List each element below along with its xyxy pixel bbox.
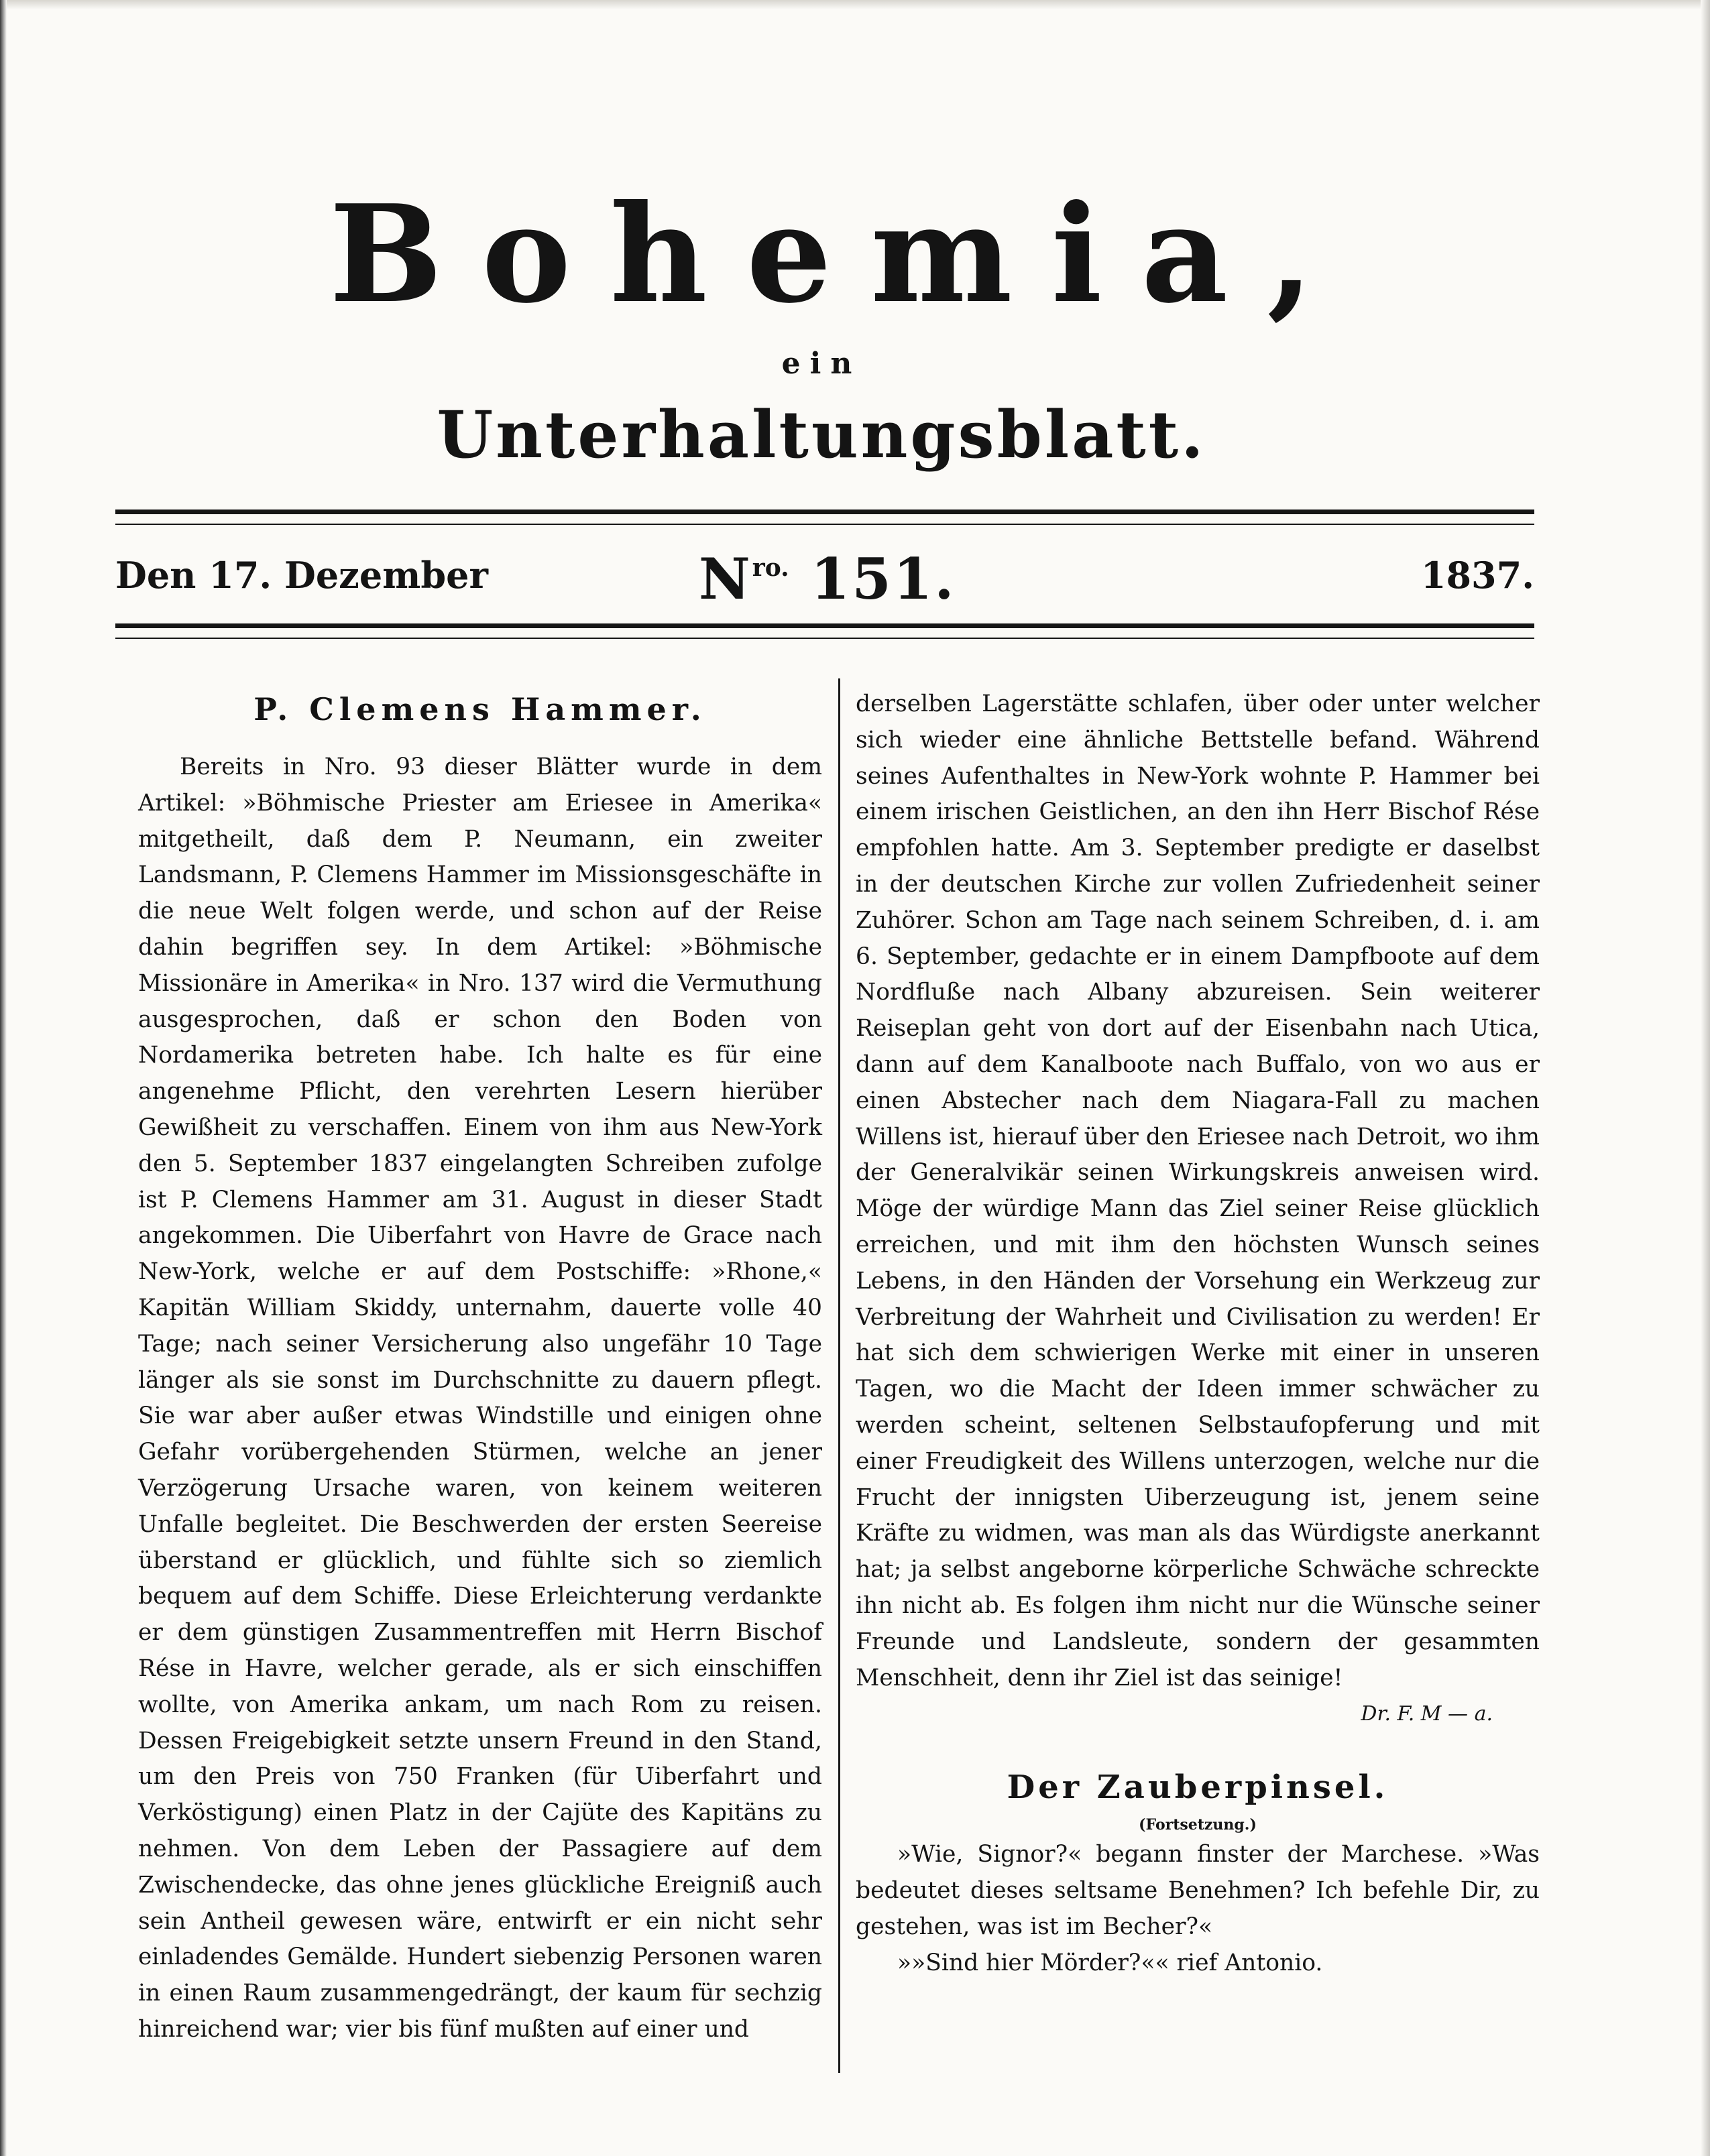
article-body-hammer: Bereits in Nro. 93 dieser Blätter wurde in dem Artikel: »Böhmische Priester am Eriesee in Amerika« mitgetheilt, daß dem P. Neumann, ein zweiter Landsmann, P. Clemens Hammer im Missionsgeschäfte in die neue Welt folgen werde, und schon auf der Reise dahin begriffen sey. In dem Artikel: »Böhmische Missionäre in Amerika« in Nro. 137 wird die Vermuthung ausgesprochen, daß er schon den Boden von Nordamerika betreten habe. Ich halte es für eine angenehme Pflicht, den verehrten Lesern hierüber Gewißheit zu verschaffen. Einem von ihm aus New-York den 5. September 1837 eingelangten Schreiben zufolge ist P. Clemens Hammer am 31. August in dieser Stadt angekommen. Die Uiberfahrt von Havre de Grace nach New-York, welche er auf dem Postschiffe: »Rhone,« Kapitän William Skiddy, unternahm, dauerte volle 40 Tage; nach seiner Versicherung also ungefähr 10 Tage länger als sie sonst im Durchschnitte zu dauern pflegt. Sie war aber außer etwas Windstille und einigen ohne Gefahr vorübergehenden Stürmen, welche an jener Verzögerung Ursache waren, von keinem weiteren Unfalle begleitet. Die Beschwerden der ersten Seereise überstand er glücklich, und fühlte sich so ziemlich bequem auf dem Schiffe. Diese Erleichterung verdankte er dem günstigen Zusammentreffen mit Herrn Bischof Rése in Havre, welcher gerade, als er sich einschiffen wollte, von Amerika ankam, um nach Rom zu reisen. Dessen Freigebigkeit setzte unsern Freund in den Stand, um den Preis von 750 Franken (für Uiberfahrt und Verköstigung) einen Platz in der Cajüte des Kapitäns zu nehmen. Von dem Leben der Passagiere auf dem Zwischendecke, das ohne jenes glückliche Ereigniß auch sein Antheil gewesen wäre, entwirft er ein nicht sehr einladendes Gemälde. Hundert siebenzig Personen waren in einen Raum zusammengedrängt, der kaum für sechzig hinreichend war; vier bis fünf mußten auf einer und: [138, 754, 822, 2043]
column-right: [856, 686, 1540, 1982]
masthead-rule-bottom: [115, 623, 1534, 639]
issue-date: Den 17. Dezember: [115, 554, 488, 597]
dateline: [115, 546, 1534, 612]
column-left: [138, 686, 822, 2048]
masthead-ein: ein: [781, 347, 862, 381]
continued-note: (Fortsetzung.): [1139, 1816, 1257, 1834]
issue-year: 1837.: [1420, 554, 1534, 597]
zauberpinsel-paragraph-2: »»Sind hier Mörder?«« rief Antonio.: [897, 1949, 1323, 1976]
issue-label: N: [699, 546, 752, 612]
zauberpinsel-paragraph-1: »Wie, Signor?« begann finster der Marchese. »Was bedeutet dieses seltsame Benehmen? Ich befehle Dir, zu gestehen, was ist im Becher?«: [856, 1841, 1540, 1940]
masthead-rule-top: [115, 510, 1534, 525]
masthead: [107, 176, 1536, 473]
issue-number: [699, 546, 956, 612]
scan-edge-right: [1701, 0, 1710, 2156]
column-divider: [838, 678, 840, 2073]
scan-edge-top: [0, 0, 1710, 9]
article-body-continuation: [856, 686, 1540, 1696]
issue-number-value: 151.: [810, 546, 956, 612]
newspaper-subtitle: Unterhaltungsblatt.: [437, 397, 1206, 473]
article-title-hammer: P. Clemens Hammer.: [253, 691, 707, 727]
newspaper-title: Bohemia,: [329, 176, 1353, 333]
article-signature: Dr. F. M — a.: [1361, 1702, 1493, 1726]
issue-label-sup: ro.: [752, 554, 789, 582]
article-body-hammer-continued: derselben Lagerstätte schlafen, über oder unter welcher sich wieder eine ähnliche Bettstelle befand. Während seines Aufenthaltes in New-York wohnte P. Hammer bei einem irischen Geistlichen, an den ihn Herr Bischof Rése empfohlen hatte. Am 3. September predigte er daselbst in der deutschen Kirche zur vollen Zufriedenheit seiner Zuhörer. Schon am Tage nach seinem Schreiben, d. i. am 6. September, gedachte er in einem Dampfboote auf dem Nordfluße nach Albany abzureisen. Sein weiterer Reiseplan geht von dort auf der Eisenbahn nach Utica, dann auf dem Kanalboote nach Buffalo, von wo aus er einen Abstecher nach dem Niagara-Fall zu machen Willens ist, hierauf über den Eriesee nach Detroit, wo ihm der Generalvikär seinen Wirkungskreis anweisen wird. Möge der würdige Mann das Ziel seiner Reise glücklich erreichen, und mit ihm den höchsten Wunsch seines Lebens, in den Händen der Vorsehung ein Werkzeug zur Verbreitung der Wahrheit und Civilisation zu werden! Er hat sich dem schwierigen Werke mit einer in unseren Tagen, wo die Macht der Ideen immer schwächer zu werden scheint, seltenen Selbstaufopferung und mit einer Freudigkeit des Willens unterzogen, welche nur die Frucht der innigsten Uiberzeugung ist, jenem seine Kräfte zu widmen, was man als das Würdigste anerkannt hat; ja selbst angeborne körperliche Schwäche schreckte ihn nicht ab. Es folgen ihm nicht nur die Wünsche seiner Freunde und Landsleute, sondern der gesammten Menschheit, denn ihr Ziel ist das seinige!: [856, 691, 1540, 1691]
scan-edge-left: [0, 0, 7, 2156]
article-title-zauberpinsel: Der Zauberpinsel.: [1007, 1769, 1389, 1807]
